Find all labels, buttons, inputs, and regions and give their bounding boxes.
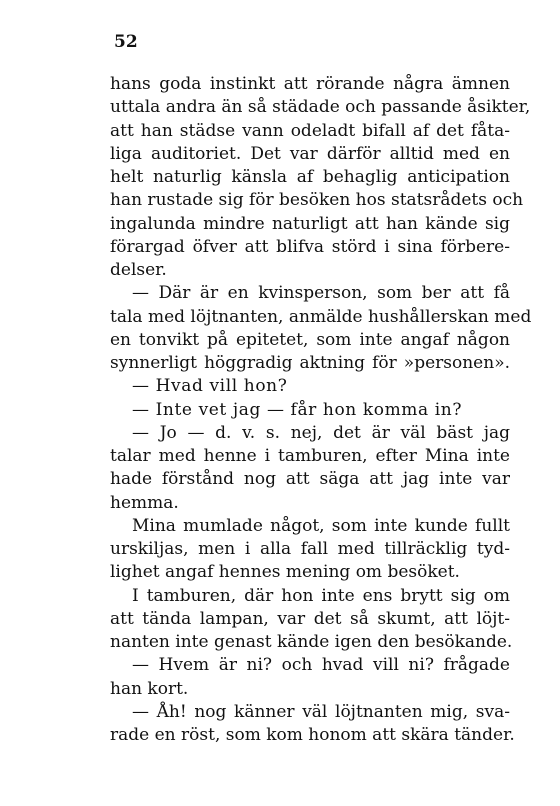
text-line: — Hvad vill hon? (132, 376, 288, 397)
text-line: talar med henne i tamburen, efter Mina inte (110, 446, 510, 466)
text-line: nanten inte genast kände igen den besökande. (110, 632, 513, 652)
text-line: Mina mumlade något, som inte kunde fullt (132, 515, 510, 536)
text-line: — Åh! nog känner väl löjtnanten mig, sva- (132, 701, 510, 722)
text-line: — Jo — d. v. s. nej, det är väl bäst jag (132, 422, 510, 443)
text-line: synnerligt höggradig aktning för »personen». (110, 353, 510, 373)
text-line: — Inte vet jag — får hon komma in? (132, 399, 463, 420)
text-line: att han städse vann odeladt bifall af det fåta- (110, 120, 510, 141)
text-line: I tamburen, där hon inte ens brytt sig om (132, 585, 510, 606)
text-line: helt naturlig känsla af behaglig anticipation (110, 167, 510, 187)
text-line: urskiljas, men i alla fall med tillräcklig tyd- (110, 539, 510, 559)
body-text (110, 73, 532, 747)
text-line: tala med löjtnanten, anmälde hushållerskan med (110, 306, 532, 327)
page-number: 52 (114, 32, 138, 52)
text-line: förargad öfver att blifva störd i sina förbere- (110, 236, 510, 257)
text-line: en tonvikt på epitetet, som inte angaf någon (110, 329, 510, 350)
text-line: liga auditoriet. Det var därför alltid med en (110, 143, 510, 164)
text-line: hemma. (110, 492, 179, 513)
text-line: att tända lampan, var det så skumt, att löjt- (110, 608, 510, 629)
text-line: han kort. (110, 678, 189, 699)
text-line: lighet angaf hennes mening om besöket. (110, 562, 460, 583)
text-line: hade förstånd nog att säga att jag inte var (110, 469, 510, 490)
text-line: — Hvem är ni? och hvad vill ni? frågade (132, 655, 510, 676)
text-line: delser. (110, 260, 167, 280)
text-line: hans goda instinkt att rörande några ämnen (110, 74, 510, 94)
text-line: han rustade sig för besöken hos statsrådets och (110, 190, 524, 211)
text-line: uttala andra än så städade och passande åsikter, (110, 97, 531, 118)
text-line: — Där är en kvinsperson, som ber att få (132, 283, 510, 304)
text-line: ingalunda mindre naturligt att han kände sig (110, 213, 510, 234)
text-line: rade en röst, som kom honom att skära tänder. (110, 725, 515, 745)
